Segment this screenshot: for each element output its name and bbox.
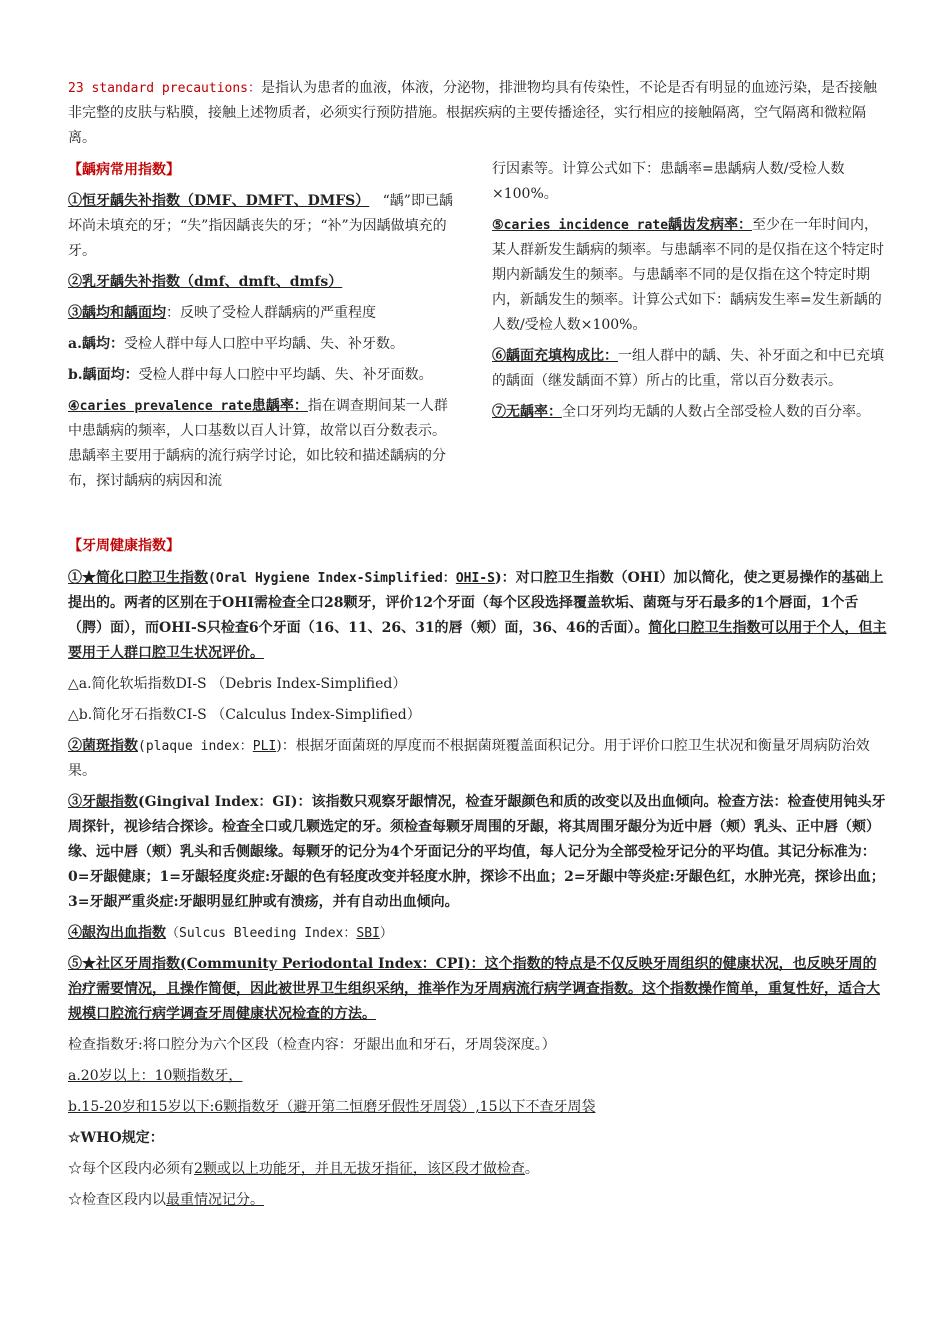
who-rule-1-end: 。 xyxy=(524,1161,539,1177)
caries-index-3a xyxy=(68,332,460,357)
perio-index-2-abbr: PLI xyxy=(252,739,277,754)
intro-text: 是指认为患者的血液，体液，分泌物，排泄物均具有传染性，不论是否有明显的血迹污染，是否接触非完整的皮肤与粘膜，接触上述物质者，必须实行预防措施。根据疾病的主要传播途径，实行相应的接触隔离，空气隔离和微粒隔离。 xyxy=(68,80,878,146)
caries-right-column xyxy=(492,157,884,431)
intro-paragraph xyxy=(68,76,888,151)
perio-index-1b: △b.简化牙石指数CI-S （Calculus Index-Simplified） xyxy=(68,707,421,723)
who-heading: ☆WHO规定： xyxy=(68,1130,164,1146)
perio-index-3 xyxy=(68,790,888,915)
caries-index-5 xyxy=(492,213,884,338)
perio-index-teeth-b: b.15-20岁和15岁以下:6颗指数牙（避开第二恒磨牙假性牙周袋）,15以下不查牙周袋 xyxy=(68,1099,596,1115)
caries-index-5-term: ⑤caries incidence rate xyxy=(492,218,669,233)
caries-index-3b-label: b.龋面均： xyxy=(68,367,139,383)
perio-index-4-term: （Sulcus Bleeding Index： xyxy=(166,926,357,941)
caries-index-4-title: 患龋率： xyxy=(251,398,308,414)
caries-index-3-title: ③龋均和龋面均 xyxy=(68,305,166,321)
caries-index-6-text: 一组人群中的龋、失、补牙面之和中已充填的龋面（继发龋面不算）所占的比重，常以百分数表示。 xyxy=(492,348,884,389)
perio-index-teeth: 检查指数牙:将口腔分为六个区段（检查内容：牙龈出血和牙石，牙周袋深度。） xyxy=(68,1037,556,1053)
perio-index-3-text: (Gingival Index：GI)：该指数只观察牙龈情况，检查牙龈颜色和质的改变以及出血倾向。检查方法：检查使用钝头牙周探针，视诊结合探诊。检查全口或几颗选定的牙。须检查每颗牙周围的牙龈，将其周围牙龈分为近中唇（颊）乳头、正中唇（颊）缘、远中唇（颊）乳头和舌侧龈缘。每颗牙的记分为4个牙面记分的平均值，每人记分为全部受检牙记分的平均值。其记分标准为：0=牙龈健康；1=牙龈轻度炎症:牙龈的色有轻度改变并轻度水肿，探诊不出血；2=牙龈中等炎症:牙龈色红，水肿光亮，探诊出血； 3=牙龈严重炎症:牙龈明显红肿或有溃疡，并有自动出血倾向。 xyxy=(68,794,886,910)
perio-index-5: ⑤★社区牙周指数(Community Periodontal Index：CPI)：这个指数的特点是不仅反映牙周组织的健康状况，也反映牙周的治疗需要情况，且操作简便，因此被世界卫生组织采纳，推举作为牙周病流行病学调查指数。这个指数操作简单，重复性好，适合大规模口腔流行病学调查牙周健康状况检查的方法。 xyxy=(68,956,880,1022)
perio-index-1-text: )：对口腔卫生指数（OHI）加以简化，使之更易操作的基础上提出的。两者的区别在于OHI需检查全口28颗牙，评价12个牙面（每个区段选择覆盖软垢、菌斑与牙石最多的1个唇面，1个舌（腭）面），而OHI-S只检查6个牙面（16、11、26、31的唇（颊）面，36、46的舌面）。 xyxy=(68,570,884,636)
perio-index-4-close: ） xyxy=(379,926,393,941)
caries-index-2 xyxy=(68,270,460,295)
caries-index-1-title: ①恒牙龋失补指数（DMF、DMFT、DMFS） xyxy=(68,193,370,209)
who-rule-1-lead: ☆每个区段内必须有 xyxy=(68,1161,194,1177)
perio-index-4-abbr: SBI xyxy=(356,926,380,941)
caries-index-5-text: 至少在一年时间内，某人群新发生龋病的频率。与患龋率不同的是仅指在这个特定时期内新龋发生的频率。与患龋率不同的是仅指在这个特定时期内，新龋发生的频率。计算公式如下：龋病发生率=发生新龋的人数/受检人数×100%。 xyxy=(492,217,884,333)
caries-index-7-text: 全口牙列均无龋的人数占全部受检人数的百分率。 xyxy=(562,404,870,420)
perio-index-2-title: ②菌斑指数 xyxy=(68,738,138,754)
caries-index-3b-text: 受检人群中每人口腔中平均龋、失、补牙面数。 xyxy=(138,367,433,383)
intro-term: 23 standard precautions： xyxy=(68,81,262,96)
perio-index-2-text: )：根据牙面菌斑的厚度而不根据菌斑覆盖面积记分。用于评价口腔卫生状况和衡量牙周病防治效果。 xyxy=(68,738,870,779)
caries-index-3b xyxy=(68,363,460,388)
perio-index-3-title: ③牙龈指数 xyxy=(68,794,138,810)
perio-section xyxy=(68,566,888,1219)
perio-index-1-abbr: OHI-S xyxy=(455,571,495,586)
caries-index-2-title: ②乳牙龋失补指数（dmf、dmft、dmfs） xyxy=(68,274,343,290)
caries-index-4-term: ④caries prevalence rate xyxy=(68,399,252,414)
caries-left-column xyxy=(68,189,460,500)
perio-index-1a: △a.简化软垢指数DI-S （Debris Index-Simplified） xyxy=(68,676,407,692)
who-rule-1-main: 2颗或以上功能牙，并且无拔牙指征，该区段才做检查 xyxy=(194,1161,525,1177)
perio-index-1-title: ①★简化口腔卫生指数 xyxy=(68,570,208,586)
caries-index-1 xyxy=(68,189,460,264)
perio-index-2 xyxy=(68,734,888,784)
caries-index-7-title: ⑦无龋率： xyxy=(492,404,562,420)
who-rule-1 xyxy=(68,1157,888,1182)
who-rule-2-lead: ☆检查区段内以 xyxy=(68,1192,166,1208)
caries-index-3-text: ：反映了受检人群龋病的严重程度 xyxy=(166,305,376,321)
caries-index-6-title: ⑥龋面充填构成比： xyxy=(492,348,618,364)
caries-index-4-continued: 行因素等。计算公式如下：患龋率=患龋病人数/受检人数×100%。 xyxy=(492,161,845,202)
who-rule-2 xyxy=(68,1188,888,1213)
perio-index-1 xyxy=(68,566,888,666)
caries-index-3a-text: 受检人群中每人口腔中平均龋、失、补牙数。 xyxy=(123,336,404,352)
caries-index-5-title: 龋齿发病率： xyxy=(668,217,753,233)
perio-index-2-term: (plaque index： xyxy=(138,739,253,754)
caries-index-3a-label: a.龋均： xyxy=(68,336,124,352)
perio-heading: 【牙周健康指数】 xyxy=(68,538,180,554)
perio-index-1-summary: 简化口腔卫生指数可以用于个人，但主要用于人群口腔卫生状况评价。 xyxy=(68,620,887,661)
intro-section xyxy=(68,76,888,151)
caries-index-6 xyxy=(492,344,884,394)
caries-heading: 【龋病常用指数】 xyxy=(68,162,180,178)
caries-index-4-text: 指在调查期间某一人群中患龋病的频率，人口基数以百人计算，故常以百分数表示。 患龋率主要用于龋病的流行病学讨论，如比较和描述龋病的分布，探讨龋病的病因和流 xyxy=(68,398,448,489)
caries-index-1-text: “龋”即已龋坏尚未填充的牙；“失”指因龋丧失的牙；“补”为因龋做填充的牙。 xyxy=(68,193,453,259)
caries-index-4 xyxy=(68,394,460,494)
caries-index-3 xyxy=(68,301,460,326)
perio-index-1-term: (Oral Hygiene Index-Simplified： xyxy=(208,571,456,586)
perio-index-teeth-a: a.20岁以上：10颗指数牙， xyxy=(68,1068,243,1084)
who-rule-2-main: 最重情况记分。 xyxy=(166,1192,264,1208)
perio-index-4-title: ④龈沟出血指数 xyxy=(68,925,166,941)
caries-index-7 xyxy=(492,400,884,425)
perio-index-4 xyxy=(68,921,888,946)
